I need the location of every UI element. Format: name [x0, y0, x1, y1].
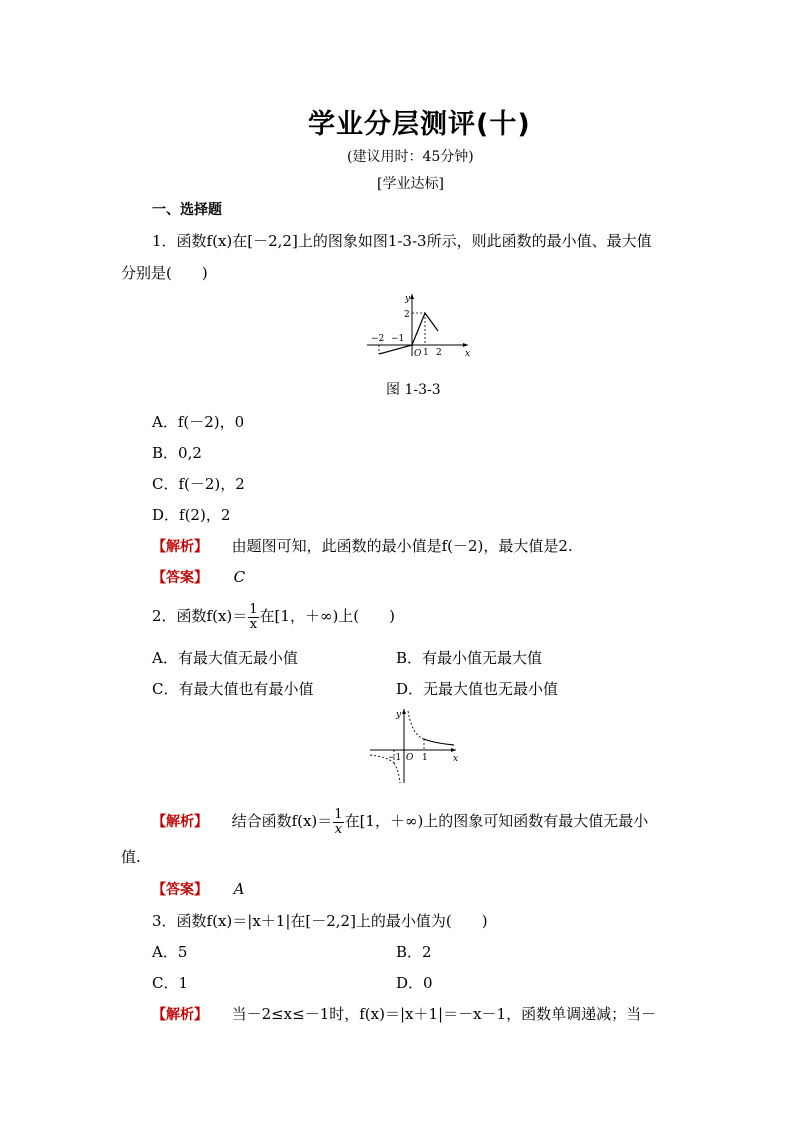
q1-option-c: C．f(－2)，2	[152, 475, 245, 493]
q1-option-a: A．f(－2)，0	[152, 413, 245, 431]
q2-analysis-tag: 【解析】	[152, 814, 208, 831]
q3-stem: 3．函数f(x)＝|x＋1|在[－2,2]上的最小值为( )	[152, 912, 488, 930]
q3-option-c: C．1	[152, 974, 189, 992]
q2-analysis-suffix: 在[1，＋∞)上的图象可知函数有最大值无最小	[344, 812, 649, 831]
q1-graph-origin: O	[414, 349, 422, 359]
q3-analysis-text: 当－2≤x≤－1时，f(x)＝|x＋1|＝－x－1，函数单调递减；当－	[231, 1005, 657, 1023]
q2-stem-suffix: 在[1，＋∞)上( )	[259, 607, 395, 626]
q1-option-d: D．f(2)，2	[152, 506, 231, 524]
page-title: 学业分层测评(十)	[308, 109, 531, 140]
q3-analysis-tag: 【解析】	[152, 1007, 208, 1023]
q2-graph-x-tick-1: 1	[422, 753, 428, 763]
q2-analysis-fraction-den: x	[334, 821, 343, 837]
q2-option-a: A．有最大值无最小值	[152, 649, 298, 667]
q1-graph-x-label: x	[465, 349, 471, 359]
q2-graph-origin: O	[406, 753, 414, 763]
q1-analysis-row	[152, 539, 573, 554]
q2-stem-prefix: 2．函数f(x)＝	[152, 607, 248, 626]
q1-graph-x-tick-2: 2	[436, 348, 442, 358]
section-tag: [学业达标]	[377, 176, 444, 192]
q2-graph-x-tick-neg1: −1	[388, 753, 402, 763]
q2-fraction-num: 1	[249, 602, 258, 617]
q1-analysis-text: 由题图可知，此函数的最小值是f(－2)，最大值是2.	[231, 537, 573, 555]
q1-answer-row	[152, 570, 245, 585]
q1-graph-x-tick-neg1: −1	[391, 334, 405, 344]
q1-graph-y-label: y	[405, 294, 411, 304]
q1-answer-value: C	[233, 568, 246, 586]
q2-answer-row	[152, 882, 244, 897]
q2-analysis-prefix: 结合函数f(x)＝	[231, 812, 333, 831]
q2-analysis-fraction	[333, 808, 343, 836]
q2-graph	[368, 705, 460, 785]
q2-fraction-den: x	[249, 616, 258, 632]
subtitle-time: (建议用时：45分钟)	[347, 149, 474, 165]
q2-option-b: B．有最小值无最大值	[396, 649, 543, 667]
q3-option-d: D．0	[396, 974, 433, 992]
q2-answer-tag: 【答案】	[152, 882, 208, 898]
q1-graph-x-tick-1: 1	[423, 348, 429, 358]
q2-analysis-fraction-num: 1	[334, 807, 343, 822]
q2-analysis-line2: 值.	[121, 848, 141, 866]
q2-analysis-row	[152, 808, 648, 836]
q1-analysis-tag: 【解析】	[152, 539, 208, 555]
q1-option-b: B．0,2	[152, 444, 202, 462]
q1-stem-line2: 分别是( )	[121, 264, 208, 282]
q3-option-a: A．5	[152, 943, 188, 961]
q1-figure-caption: 图 1-3-3	[386, 382, 441, 398]
q3-option-b: B．2	[396, 943, 432, 961]
q1-stem-line1: 1．函数f(x)在[－2,2]上的图象如图1-3-3所示，则此函数的最小值、最大值	[152, 232, 652, 250]
q2-option-d: D．无最大值也无最小值	[396, 680, 559, 698]
q2-option-c: C．有最大值也有最小值	[152, 680, 314, 698]
q2-fraction	[248, 603, 258, 631]
q2-graph-y-label: y	[396, 710, 402, 720]
q1-answer-tag: 【答案】	[152, 570, 208, 586]
q1-graph-y-tick-2: 2	[404, 310, 410, 320]
q1-graph-x-tick-neg2: −2	[371, 334, 385, 344]
q2-answer-value: A	[233, 880, 245, 898]
q2-graph-x-label: x	[453, 754, 459, 764]
section-heading: 一、选择题	[152, 202, 222, 218]
q1-graph	[362, 290, 474, 360]
q2-stem	[152, 603, 395, 631]
q3-analysis-row	[152, 1007, 656, 1022]
